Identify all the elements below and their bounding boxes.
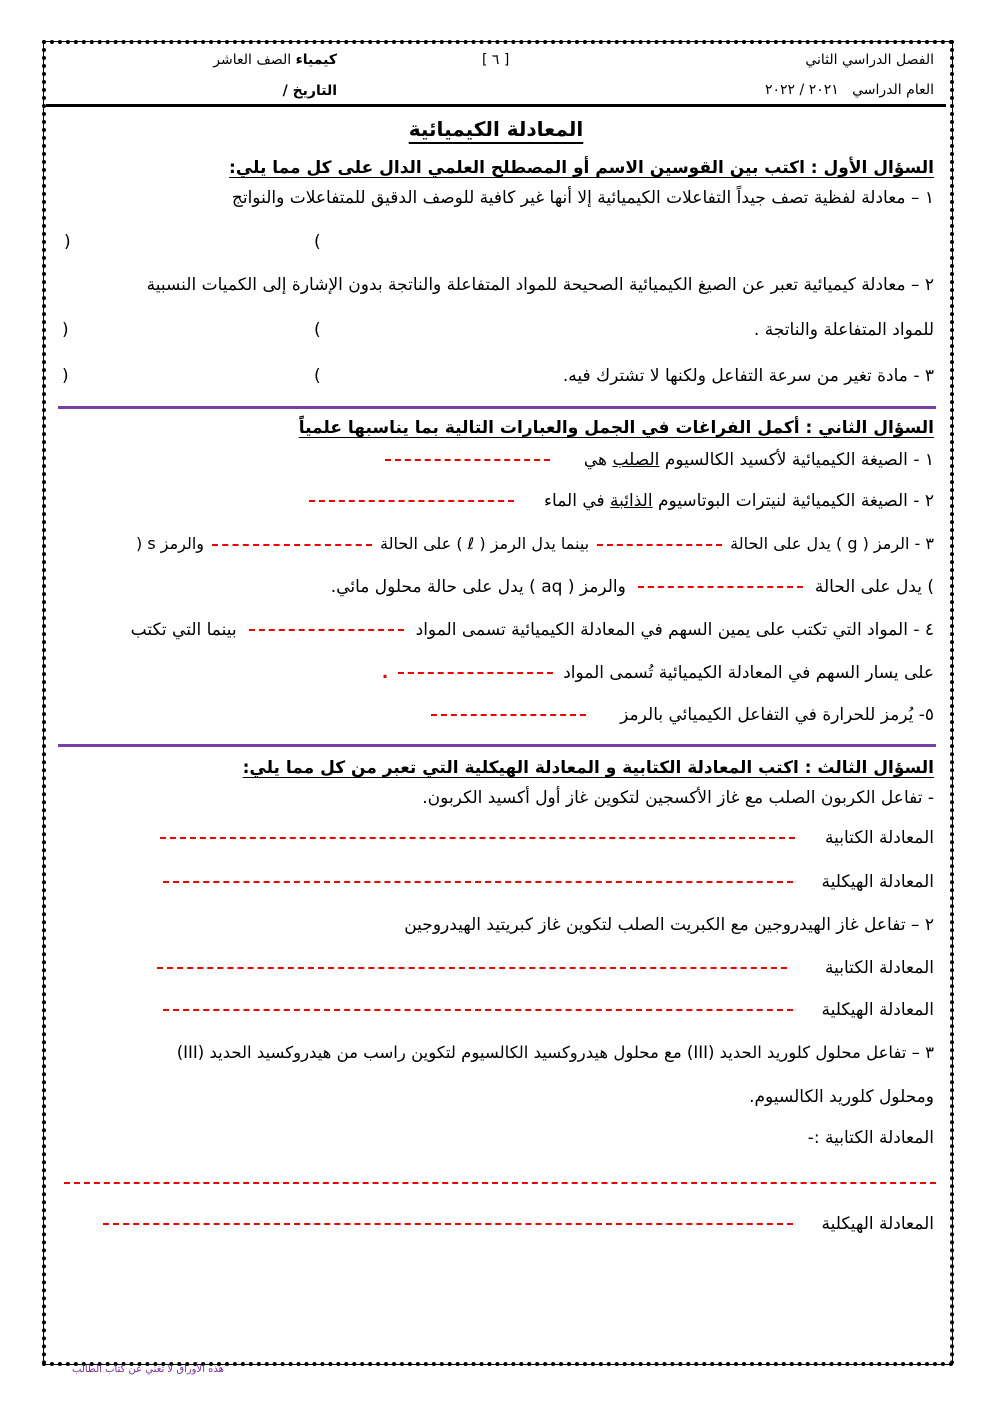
q2-item-2-underlined: الذائبة — [610, 491, 653, 511]
q3-r1-written — [152, 826, 934, 850]
q3-blank-r3-skeleton[interactable] — [103, 1223, 793, 1225]
skeleton-label: المعادلة الهيكلية — [821, 872, 934, 892]
q1-answer-1-close[interactable]: ) — [314, 232, 321, 252]
written-label: المعادلة الكتابية — [825, 958, 934, 978]
q3-r1-skeleton — [155, 870, 934, 894]
q2-heading: السؤال الثاني : أكمل الفراغات في الجمل والعبارات التالية بما يناسبها علمياً — [298, 418, 934, 438]
q2-item-5 — [423, 703, 934, 727]
q3-reaction-3-cont: ومحلول كلوريد الكالسيوم. — [749, 1087, 934, 1107]
q1-item-2-cont: للمواد المتفاعلة والناتجة . — [753, 320, 934, 340]
q2-item-3-text-c: والرمز s ( — [135, 534, 205, 553]
q1-item-3: ٣ - مادة تغير من سرعة التفاعل ولكنها لا تشترك فيه. — [562, 366, 934, 386]
q2-item-1-end: هي — [583, 450, 608, 470]
written-label: المعادلة الكتابية — [825, 828, 934, 848]
subject: كيمياء — [295, 52, 337, 68]
q2-item-2-end: في الماء — [544, 491, 605, 511]
q2-item-3-text-a: ٣ - الرمز ( g ) يدل على الحالة — [730, 534, 934, 553]
q2-item-5-text: ٥- يُرمز للحرارة في التفاعل الكيميائي بالرمز — [620, 705, 934, 725]
q2-item-3 — [136, 532, 934, 556]
q2-item-4 — [131, 618, 934, 642]
q3-reaction-2: ٢ – تفاعل غاز الهيدروجين مع الكبريت الصلب لتكوين غاز كبريتيد الهيدروجين — [404, 915, 934, 935]
q2-item-3-text-e: والرمز ( aq ) يدل على حالة محلول مائي. — [330, 577, 626, 597]
q2-blank-3b[interactable] — [212, 544, 372, 546]
q2-blank-3a[interactable] — [597, 544, 722, 546]
date-label: التاريخ / — [282, 83, 337, 99]
semester: الفصل الدراسي الثاني — [805, 52, 934, 68]
q2-item-2 — [301, 489, 934, 513]
q2-item-3-text-b: بينما يدل الرمز ( ℓ ) على الحالة — [380, 534, 590, 553]
q3-r2-written — [149, 956, 934, 980]
q1-answer-3-open[interactable]: ( — [62, 366, 69, 386]
q2-item-1-underlined: الصلب — [612, 450, 660, 470]
q2-item-3-text-d: ) يدل على الحالة — [814, 577, 934, 597]
q3-heading: السؤال الثالث : اكتب المعادلة الكتابية و المعادلة الهيكلية التي تعبر من كل مما يلي: — [242, 758, 934, 778]
header-divider — [46, 104, 946, 107]
q2-item-1 — [377, 448, 934, 472]
q3-reaction-3: ٣ – تفاعل محلول كلوريد الحديد (III) مع محلول هيدروكسيد الكالسيوم لتكوين راسب من هيدروكسيد الحديد (III) — [176, 1043, 934, 1062]
q3-reaction-1: - تفاعل الكربون الصلب مع غاز الأكسجين لتكوين غاز أول أكسيد الكربون. — [422, 788, 934, 808]
q3-r3-written-label: المعادلة الكتابية :- — [807, 1128, 934, 1148]
q2-item-3-cont — [331, 575, 934, 599]
subject-grade — [213, 48, 337, 72]
q1-answer-1-open[interactable]: ( — [64, 232, 71, 252]
q2-item-4-text-b: بينما التي تكتب — [130, 620, 237, 640]
q2-blank-1[interactable] — [385, 459, 550, 461]
q2-item-4-text-c: على يسار السهم في المعادلة الكيميائية تُسمى المواد — [563, 663, 934, 683]
grade: الصف العاشر — [213, 52, 292, 68]
q2-blank-4b[interactable] — [398, 672, 553, 674]
q3-blank-r3-written[interactable] — [64, 1182, 936, 1184]
year-label: العام الدراسي — [852, 82, 934, 98]
section-divider — [58, 406, 936, 409]
q1-answer-3-close[interactable]: ) — [314, 366, 321, 386]
q3-blank-r1-written[interactable] — [160, 837, 795, 839]
q2-blank-3c[interactable] — [638, 586, 803, 588]
q2-blank-4a[interactable] — [249, 629, 404, 631]
q1-item-2: ٢ – معادلة كيميائية تعبر عن الصيغ الكيميائية الصحيحة للمواد المتفاعلة والناتجة بدون الإشارة إلى الكميات النسبية — [146, 275, 934, 295]
q2-blank-2[interactable] — [309, 500, 514, 502]
q3-blank-r1-skeleton[interactable] — [163, 881, 793, 883]
q2-blank-5[interactable] — [431, 714, 586, 716]
year-value: ٢٠٢١ / ٢٠٢٢ — [765, 82, 839, 98]
academic-year — [765, 78, 934, 102]
q1-answer-2-open[interactable]: ( — [62, 320, 69, 340]
q3-r3-skeleton — [95, 1212, 934, 1236]
q2-item-4-cont — [382, 661, 934, 685]
footer-note: هذه الأوراق لا تغني عن كتاب الطالب — [72, 1364, 224, 1375]
q2-item-4-dot: . — [381, 663, 389, 683]
skeleton-label: المعادلة الهيكلية — [821, 1000, 934, 1020]
q3-blank-r2-skeleton[interactable] — [163, 1009, 793, 1011]
q3-r2-skeleton — [155, 998, 934, 1022]
q1-answer-2-close[interactable]: ) — [314, 320, 321, 340]
q2-item-2-text: ٢ - الصيغة الكيميائية لنيترات البوتاسيوم — [657, 491, 934, 511]
q1-heading: السؤال الأول : اكتب بين القوسين الاسم أو المصطلح العلمي الدال على كل مما يلي: — [229, 158, 934, 178]
q2-item-1-text: ١ - الصيغة الكيميائية لأكسيد الكالسيوم — [664, 450, 934, 470]
q2-item-4-text-a: ٤ - المواد التي تكتب على يمين السهم في المعادلة الكيميائية تسمى المواد — [415, 620, 934, 640]
section-divider — [58, 744, 936, 747]
q3-blank-r2-written[interactable] — [157, 967, 787, 969]
q1-item-1: ١ – معادلة لفظية تصف جيداً التفاعلات الكيميائية إلا أنها غير كافية للوصف الدقيق للمتفاعلات والنواتج — [231, 188, 934, 208]
page-number: [ ٦ ] — [482, 52, 510, 68]
page-title: المعادلة الكيميائية — [408, 117, 584, 141]
skeleton-label: المعادلة الهيكلية — [821, 1214, 934, 1234]
